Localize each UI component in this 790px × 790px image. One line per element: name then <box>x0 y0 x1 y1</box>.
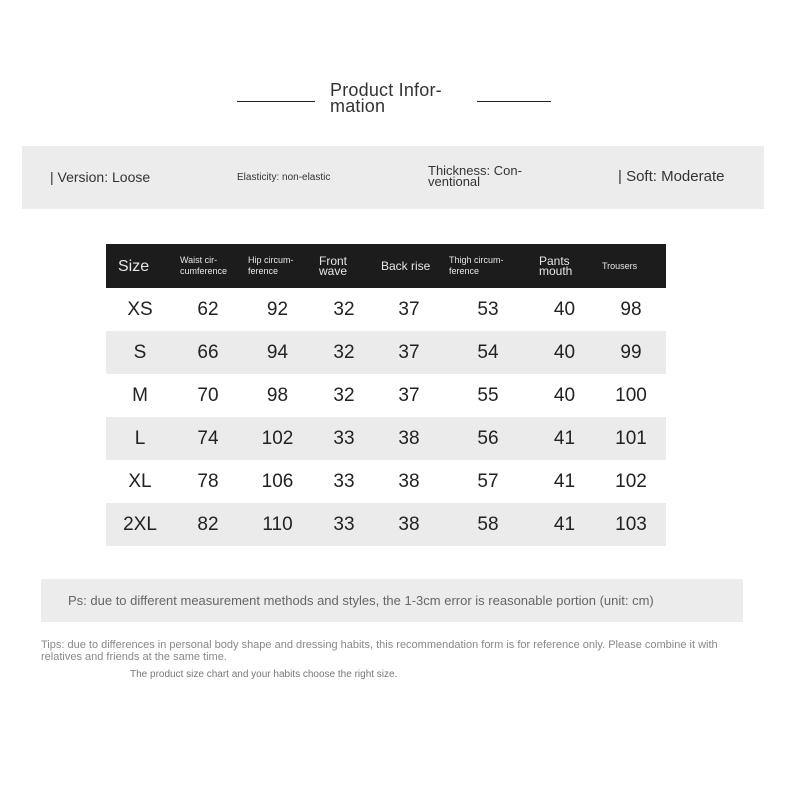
cell-size: L <box>106 417 174 460</box>
cell-waist: 66 <box>174 331 242 374</box>
cell-waist: 82 <box>174 503 242 546</box>
cell-trousers: 103 <box>596 503 666 546</box>
cell-trousers: 98 <box>620 298 642 320</box>
cell-back-rise: 38 <box>375 503 443 546</box>
table-row <box>106 503 666 546</box>
table-row <box>106 417 666 460</box>
header-trousers: Trousers <box>596 244 666 288</box>
cell-waist: 78 <box>197 470 219 492</box>
tips-text-secondary: The product size chart and your habits choose the right size. <box>130 669 398 680</box>
cell-thigh: 53 <box>477 298 499 320</box>
cell-hip: 102 <box>242 417 313 460</box>
cell-front-wave: 32 <box>333 298 355 320</box>
table-row <box>106 331 666 374</box>
measurement-note-band <box>41 579 743 622</box>
header-size: Size <box>106 244 174 288</box>
table-row <box>106 460 666 503</box>
header-hip: Hip circum- ference <box>242 244 313 288</box>
section-title-text: Product Infor- mation <box>330 80 442 116</box>
cell-front-wave: 33 <box>333 470 355 492</box>
cell-pants-mouth: 40 <box>533 331 596 374</box>
cell-hip: 92 <box>266 298 289 320</box>
attribute-softness: | Soft: Moderate <box>618 168 725 185</box>
cell-thigh: 57 <box>477 470 499 492</box>
header-waist: Waist cir- cumference <box>174 244 242 288</box>
cell-pants-mouth: 40 <box>553 384 576 406</box>
attribute-thickness: Thickness: Con- ventional <box>428 163 522 189</box>
cell-pants-mouth: 40 <box>553 298 576 320</box>
cell-trousers: 102 <box>615 470 647 492</box>
cell-back-rise: 37 <box>398 298 420 320</box>
cell-back-rise: 38 <box>398 470 420 492</box>
cell-back-rise: 37 <box>398 384 420 406</box>
cell-pants-mouth: 41 <box>533 417 596 460</box>
cell-waist: 74 <box>174 417 242 460</box>
measurement-note: Ps: due to different measurement methods and styles, the 1-3cm error is reasonable portion (unit: cm) <box>68 593 654 608</box>
cell-hip: 110 <box>242 503 313 546</box>
header-thigh: Thigh circum- ference <box>443 244 533 288</box>
cell-hip: 106 <box>261 470 294 492</box>
cell-pants-mouth: 41 <box>533 503 596 546</box>
cell-waist: 70 <box>197 384 219 406</box>
table-row <box>106 374 666 417</box>
header-pants-mouth: Pants mouth <box>533 244 596 288</box>
title-divider-left <box>237 101 315 102</box>
section-title <box>0 80 790 120</box>
title-divider-right <box>477 101 551 102</box>
cell-hip: 98 <box>266 384 289 406</box>
cell-size: XS <box>127 298 153 320</box>
cell-size: M <box>132 384 148 406</box>
cell-trousers: 99 <box>596 331 666 374</box>
cell-front-wave: 33 <box>313 503 375 546</box>
cell-back-rise: 37 <box>375 331 443 374</box>
cell-trousers: 101 <box>596 417 666 460</box>
cell-thigh: 54 <box>443 331 533 374</box>
tips-text: Tips: due to differences in personal body shape and dressing habits, this recommendation form is for reference only. Please combine it with relatives and friends at the same time. <box>41 639 718 663</box>
cell-thigh: 58 <box>443 503 533 546</box>
cell-hip: 94 <box>242 331 313 374</box>
attribute-elasticity: Elasticity: non-elastic <box>237 172 331 183</box>
cell-pants-mouth: 41 <box>553 470 576 492</box>
size-table <box>106 244 666 546</box>
cell-size: XL <box>128 470 152 492</box>
table-row <box>106 288 666 331</box>
cell-waist: 62 <box>197 298 219 320</box>
header-back-rise: Back rise <box>375 244 443 288</box>
cell-size: S <box>106 331 174 374</box>
cell-thigh: 56 <box>443 417 533 460</box>
cell-thigh: 55 <box>477 384 499 406</box>
size-table-header <box>106 244 666 288</box>
cell-front-wave: 32 <box>333 384 355 406</box>
attributes-band <box>22 146 764 209</box>
cell-trousers: 100 <box>615 384 647 406</box>
header-front-wave: Front wave <box>313 244 375 288</box>
cell-size: 2XL <box>106 503 174 546</box>
cell-front-wave: 32 <box>313 331 375 374</box>
attribute-version: | Version: Loose <box>50 169 151 185</box>
cell-back-rise: 38 <box>375 417 443 460</box>
cell-front-wave: 33 <box>313 417 375 460</box>
